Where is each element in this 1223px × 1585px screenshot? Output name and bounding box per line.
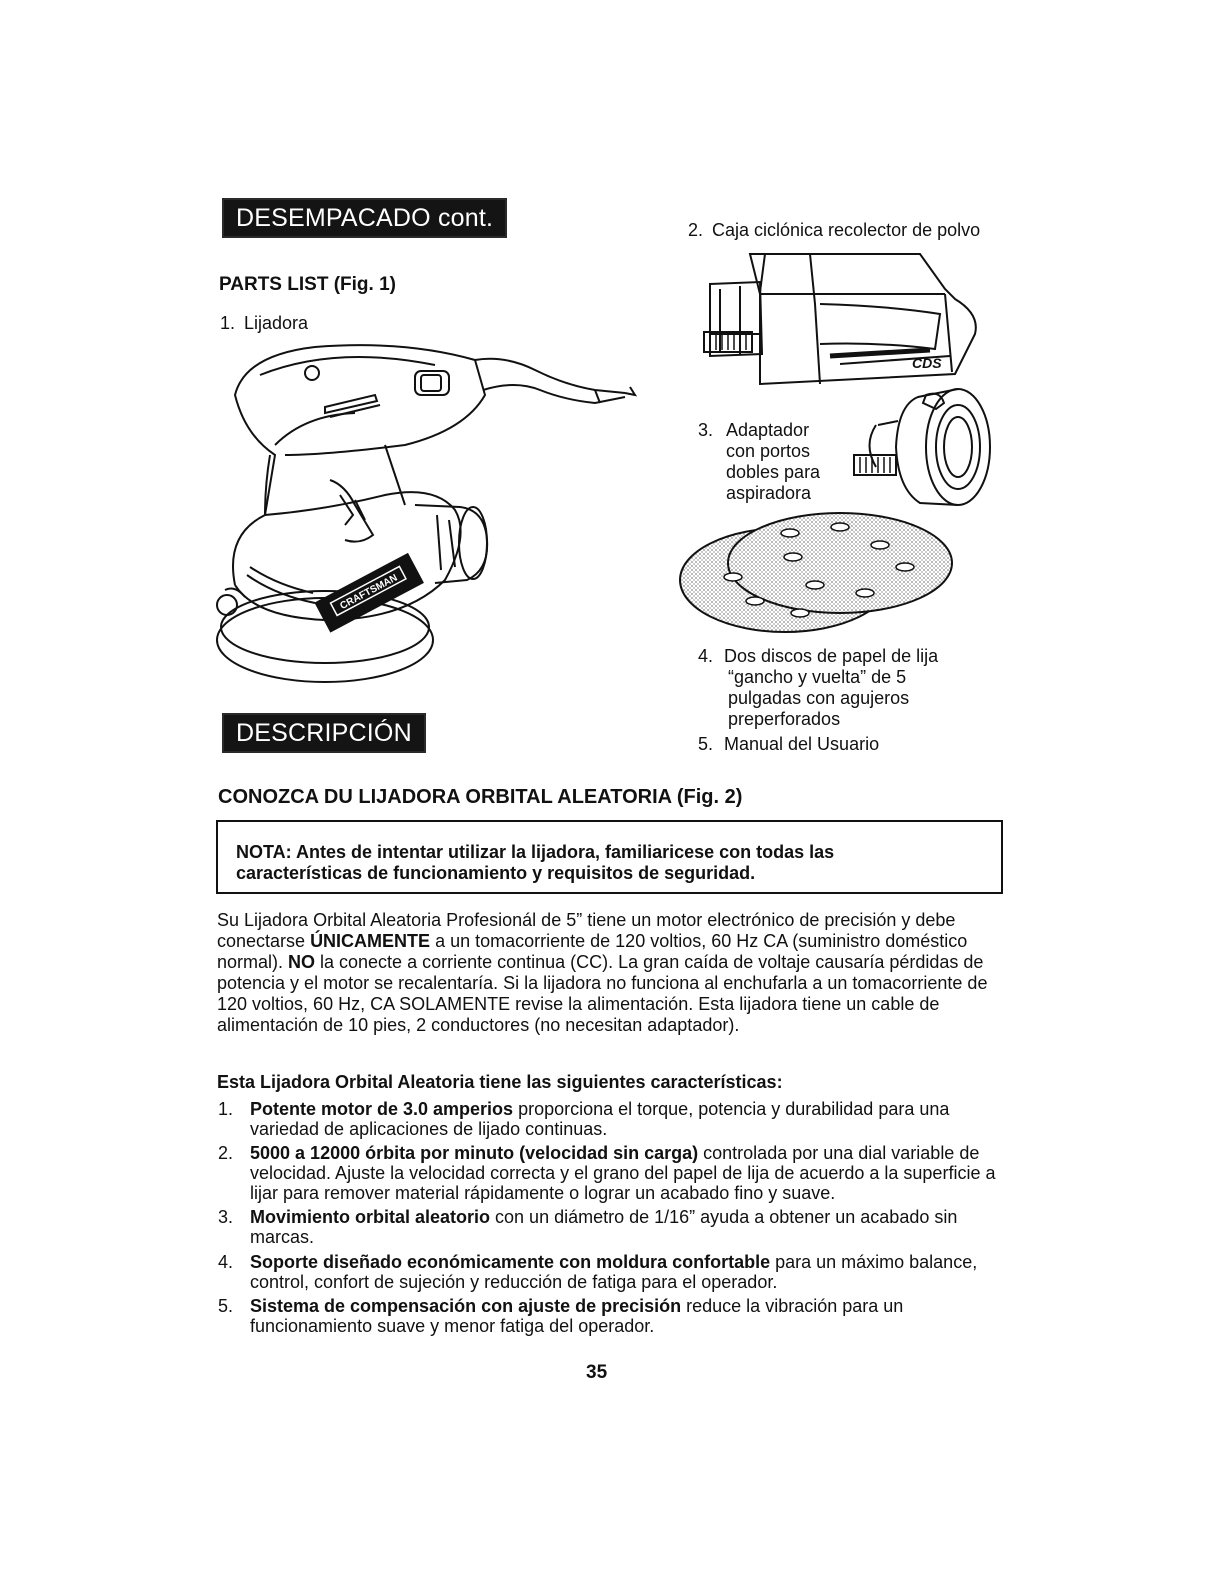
feature-title: 5000 a 12000 órbita por minuto (velocidad sin carga): [250, 1143, 699, 1163]
description-paragraph: [217, 910, 992, 1036]
sander-brand-label: CRAFTSMAN: [338, 572, 400, 612]
sander-illustration: [205, 335, 655, 695]
features-heading: Esta Lijadora Orbital Aleatoria tiene las siguientes características:: [217, 1072, 783, 1092]
feature-num: 1.: [218, 1099, 234, 1119]
feature-num: 4.: [218, 1252, 234, 1272]
part-item-label: Lijadora: [244, 313, 309, 333]
feature-title: Potente motor de 3.0 amperios: [250, 1099, 514, 1119]
part-item-line: Dos discos de papel de lija: [724, 646, 939, 666]
part-item-line: “gancho y vuelta” de 5: [728, 667, 907, 687]
part-item-4: [698, 646, 938, 730]
part-item-num: 3.: [698, 420, 714, 440]
feature-desc: con un diámetro de 1/16” ayuda a obtener un acabado sin marcas.: [250, 1207, 958, 1247]
part-item-2: [688, 220, 980, 241]
feature-num: 2.: [218, 1143, 234, 1163]
part-item-line: pulgadas con agujeros: [728, 688, 910, 708]
feature-desc: reduce la vibración para un funcionamiento suave y menor fatiga del operador.: [250, 1296, 904, 1336]
vacuum-adapter-illustration: [848, 385, 998, 515]
description-heading: CONOZCA DU LIJADORA ORBITAL ALEATORIA (Fig. 2): [218, 786, 743, 808]
part-item-line: aspiradora: [726, 483, 812, 503]
paragraph-emphasis: NO: [288, 952, 316, 972]
part-item-num: 5.: [698, 734, 714, 754]
feature-title: Movimiento orbital aleatorio: [250, 1207, 491, 1227]
feature-desc: proporciona el torque, potencia y durabilidad para una variedad de aplicaciones de lijado continuas.: [250, 1099, 950, 1139]
part-item-num: 2.: [688, 220, 704, 240]
description-banner: DESCRIPCIÓN: [222, 713, 426, 753]
part-item-num: 1.: [220, 313, 236, 333]
note-line-1: NOTA: Antes de intentar utilizar la lijadora, familiaricese con todas las: [236, 842, 835, 862]
feature-item-3: [218, 1207, 1018, 1247]
dust-collector-illustration: [690, 244, 990, 394]
part-item-label: Caja ciclónica recolector de polvo: [712, 220, 981, 240]
part-item-3: [698, 420, 820, 504]
note-box: [216, 820, 1003, 894]
feature-item-4: [218, 1252, 1018, 1292]
feature-item-1: [218, 1099, 1018, 1139]
feature-num: 5.: [218, 1296, 234, 1316]
feature-item-2: [218, 1143, 1018, 1203]
dust-box-brand-label: CDS: [912, 355, 942, 371]
paragraph-emphasis: ÚNICAMENTE: [310, 931, 431, 951]
feature-item-5: [218, 1296, 1018, 1336]
note-line-2: características de funcionamiento y requisitos de seguridad.: [236, 863, 756, 883]
feature-desc: para un máximo balance, control, confort de sujeción y reducción de fatiga para el operador.: [250, 1252, 978, 1292]
feature-num: 3.: [218, 1207, 234, 1227]
feature-title: Sistema de compensación con ajuste de precisión: [250, 1296, 682, 1316]
feature-title: Soporte diseñado económicamente con moldura confortable: [250, 1252, 771, 1272]
parts-list-heading: PARTS LIST (Fig. 1): [219, 274, 396, 295]
feature-desc: controlada por una dial variable de velocidad. Ajuste la velocidad correcta y el grano del papel de lija de acuerdo a la superficie a lijar para remover material rápidamente o lograr un acabado fino y suave.: [250, 1143, 996, 1203]
paragraph-text: Su Lijadora Orbital Aleatoria Profesionál de 5” tiene un motor electrónico de precisión y debe conectarse: [217, 910, 956, 951]
part-item-5: [698, 734, 879, 755]
part-item-label: Manual del Usuario: [724, 734, 880, 754]
part-item-line: Adaptador: [726, 420, 810, 440]
paragraph-text: la conecte a corriente continua (CC). La gran caída de voltaje causaría pérdidas de potencia y el motor se recalentaría. Si la lijadora no funciona al enchufarla a un tomacorriente de 120 voltios, 60 Hz, CA SOLAMENTE revise la alimentación. Esta lijadora tiene un cable de alimentación de 10 pies, 2 conductores (no necesitan adaptador).: [217, 952, 988, 1035]
unpacking-banner: DESEMPACADO cont.: [222, 198, 507, 238]
part-item-1: [220, 313, 308, 334]
part-item-line: con portos: [726, 441, 811, 461]
sanding-discs-illustration: [675, 505, 965, 640]
part-item-line: preperforados: [728, 709, 841, 729]
page-number: 35: [586, 1362, 608, 1383]
paragraph-text: a un tomacorriente de 120 voltios, 60 Hz CA (suministro doméstico normal).: [217, 931, 968, 972]
part-item-line: dobles para: [726, 462, 821, 482]
part-item-num: 4.: [698, 646, 714, 666]
